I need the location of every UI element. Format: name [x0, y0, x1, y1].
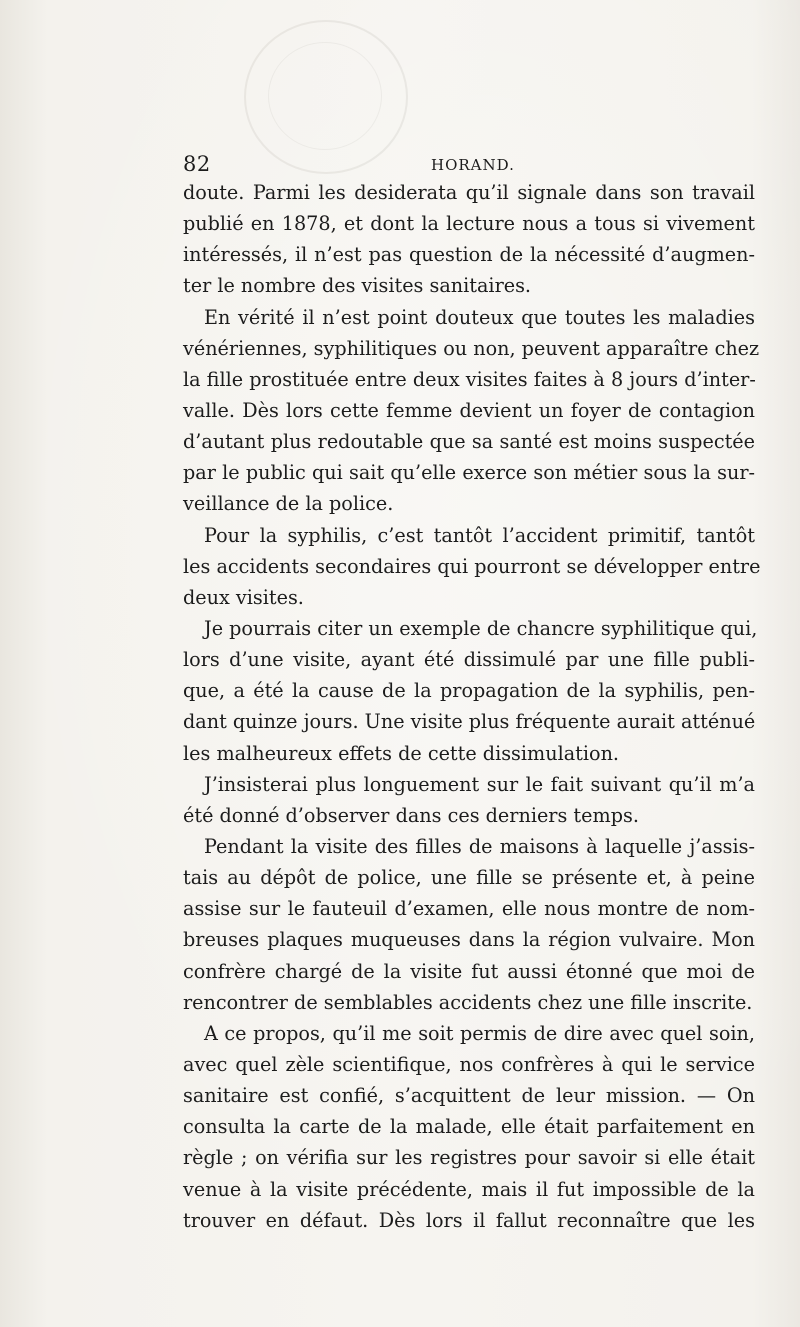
library-stamp-bleedthrough — [244, 20, 408, 174]
text-line: Pour la syphilis, c’est tantôt l’accident primitif, tantôt — [204, 523, 755, 547]
text-line: breuses plaques muqueuses dans la région vulvaire. Mon — [183, 928, 755, 952]
text-line: doute. Parmi les desiderata qu’il signale dans son travail — [183, 181, 755, 204]
text-line: dant quinze jours. Une visite plus fréquente aurait atténué — [183, 710, 756, 734]
text-line: veillance de la police. — [183, 492, 394, 516]
text-line: par le public qui sait qu’elle exerce son métier sous la sur- — [183, 461, 755, 485]
text-line: tais au dépôt de police, une fille se présente et, à peine — [183, 866, 755, 890]
text-line: Je pourrais citer un exemple de chancre syphilitique qui, — [204, 616, 758, 640]
text-line: été donné d’observer dans ces derniers temps. — [183, 803, 639, 827]
text-line: vénériennes, syphilitiques ou non, peuvent apparaître chez — [183, 336, 760, 360]
running-head: HORAND. — [431, 156, 515, 174]
text-line: la fille prostituée entre deux visites faites à 8 jours d’inter- — [183, 367, 756, 391]
text-line: publié en 1878, et dont la lecture nous a tous si vivement — [183, 212, 755, 236]
text-line: que, a été la cause de la propagation de la syphilis, pen- — [183, 679, 755, 703]
page-header — [183, 152, 755, 178]
text-line: assise sur le fauteuil d’examen, elle nous montre de nom- — [183, 897, 755, 921]
text-line: J’insisterai plus longuement sur le fait suivant qu’il m’a — [204, 772, 755, 796]
text-line: lors d’une visite, ayant été dissimulé par une fille publi- — [183, 648, 755, 672]
text-line: avec quel zèle scientifique, nos confrères à qui le service — [183, 1052, 755, 1076]
library-stamp-inner-ring — [268, 42, 382, 150]
text-line: venue à la visite précédente, mais il fut impossible de la — [183, 1177, 755, 1201]
text-line: rencontrer de semblables accidents chez une fille inscrite. — [183, 990, 753, 1014]
text-line: sanitaire est confié, s’acquittent de leur mission. — On — [183, 1084, 755, 1108]
text-line: les malheureux effets de cette dissimulation. — [183, 741, 620, 765]
text-line: valle. Dès lors cette femme devient un foyer de contagion — [183, 398, 755, 422]
body-text — [183, 177, 761, 1236]
page-number: 82 — [183, 152, 211, 176]
text-line: règle ; on vérifia sur les registres pour savoir si elle était — [183, 1146, 755, 1170]
text-line: confrère chargé de la visite fut aussi étonné que moi de — [183, 959, 755, 983]
text-line: trouver en défaut. Dès lors il fallut reconnaître que les — [183, 1208, 755, 1232]
text-line: En vérité il n’est point douteux que toutes les maladies — [204, 305, 755, 329]
text-line: consulta la carte de la malade, elle était parfaitement en — [183, 1115, 755, 1139]
text-line: deux visites. — [183, 585, 304, 609]
text-line: ter le nombre des visites sanitaires. — [183, 274, 532, 298]
text-line: intéressés, il n’est pas question de la nécessité d’augmen- — [183, 243, 755, 267]
text-line: A ce propos, qu’il me soit permis de dire avec quel soin, — [204, 1021, 755, 1045]
text-line: Pendant la visite des filles de maisons à laquelle j’assis- — [204, 834, 755, 858]
text-line: les accidents secondaires qui pourront se développer entre — [183, 554, 761, 578]
text-line: d’autant plus redoutable que sa santé est moins suspectée — [183, 430, 755, 454]
